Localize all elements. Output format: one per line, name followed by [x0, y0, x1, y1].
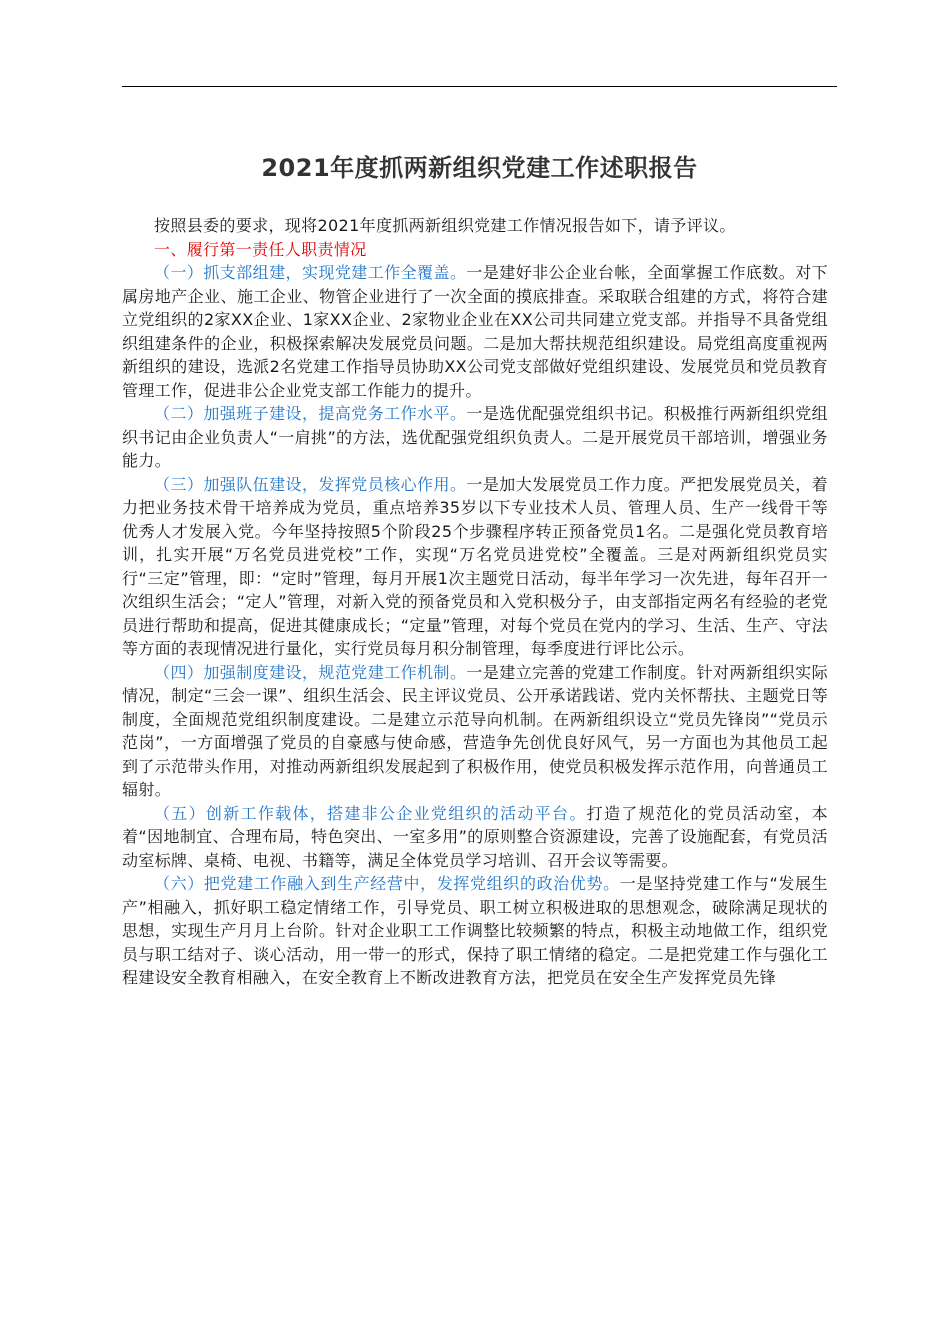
- paragraph: [122, 473, 828, 661]
- paragraph-heading: （六）把党建工作融入到生产经营中，发挥党组织的政治优势。: [154, 874, 620, 893]
- paragraph-text: 一是坚持党建工作与“发展生产”相融入，抓好职工稳定情绪工作，引导党员、职工树立积极进取的思想观念，破除满足现状的思想，实现生产月月上台阶。针对企业职工工作调整比较频繁的特点，积极主动地做工作，组织党员与职工结对子、谈心活动，用一带一的形式，保持了职工情绪的稳定。二是把党建工作与强化工程建设安全教育相融入，在安全教育上不断改进教育方法，把党员在安全生产发挥党员先锋: [122, 874, 828, 987]
- paragraph-text: 打造了规范化的党员活动室，本着“因地制宜、合理布局，特色突出、一室多用”的原则整合资源建设，完善了设施配套，有党员活动室标牌、桌椅、电视、书籍等，满足全体党员学习培训、召开会议等需要。: [122, 803, 828, 870]
- section-heading: 一、履行第一责任人职责情况: [154, 239, 367, 259]
- paragraph: [122, 402, 828, 473]
- paragraph-heading: （三）加强队伍建设，发挥党员核心作用。: [154, 474, 467, 494]
- paragraph-heading: （四）加强制度建设，规范党建工作机制。: [154, 662, 467, 682]
- paragraph: [122, 872, 828, 990]
- paragraph: [122, 661, 828, 802]
- paragraph-heading: （五）创新工作载体，搭建非公企业党组织的活动平台。: [154, 803, 587, 823]
- paragraph-text: 一是选优配强党组织书记。积极推行两新组织党组织书记由企业负责人“一肩挑”的方法，选优配强党组织负责人。二是开展党员干部培训，增强业务能力。: [122, 404, 829, 470]
- document-body: [122, 214, 828, 990]
- paragraph-heading: （二）加强班子建设，提高党务工作水平。: [154, 404, 467, 423]
- intro-paragraph: 按照县委的要求，现将2021年度抓两新组织党建工作情况报告如下，请予评议。: [154, 216, 736, 235]
- paragraph-text: 一是建立完善的党建工作制度。针对两新组织实际情况，制定“三会一课”、组织生活会、民主评议党员、公开承诺践诺、党内关怀帮扶、主题党日等制度，全面规范党组织制度建设。二是建立示范导向机制。在两新组织设立“党员先锋岗”“党员示范岗”，一方面增强了党员的自豪感与使命感，营造争先创优良好风气，另一方面也为其他员工起到了示范带头作用，对推动两新组织发展起到了积极作用，使党员积极发挥示范作用，向普通员工辐射。: [122, 662, 829, 799]
- paragraph-heading: （一）抓支部组建，实现党建工作全覆盖。: [154, 263, 467, 282]
- header-rule: [122, 86, 837, 87]
- paragraph-text: 一是加大发展党员工作力度。严把发展党员关，着力把业务技术骨干培养成为党员，重点培养35岁以下专业技术人员、管理人员、生产一线骨干等优秀人才发展入党。今年坚持按照5个阶段25个步骤程序转正预备党员1名。二是强化党员教育培训，扎实开展“万名党员进党校”工作，实现“万名党员进党校”全覆盖。三是对两新组织党员实行“三定”管理，即：“定时”管理，每月开展1次主题党日活动，每半年学习一次先进，每年召开一次组织生活会；“定人”管理，对新入党的预备党员和入党积极分子，由支部指定两名有经验的老党员进行帮助和提高，促进其健康成长；“定量”管理，对每个党员在党内的学习、生活、生产、守法等方面的表现情况进行量化，实行党员每月积分制管理，每季度进行评比公示。: [122, 474, 829, 658]
- paragraph: [122, 802, 828, 873]
- paragraph: [122, 261, 828, 402]
- page-title: 2021年度抓两新组织党建工作述职报告: [261, 154, 698, 182]
- paragraph-text: 一是建好非公企业台帐，全面掌握工作底数。对下属房地产企业、施工企业、物管企业进行了一次全面的摸底排查。采取联合组建的方式，将符合建立党组织的2家XX企业、1家XX企业、2家物业企业在XX公司共同建立党支部。并指导不具备党组织组建条件的企业，积极探索解决发展党员问题。二是加大帮扶规范组织建设。局党组高度重视两新组织的建设，选派2名党建工作指导员协助XX公司党支部做好党组织建设、发展党员和党员教育管理工作，促进非公企业党支部工作能力的提升。: [122, 263, 829, 400]
